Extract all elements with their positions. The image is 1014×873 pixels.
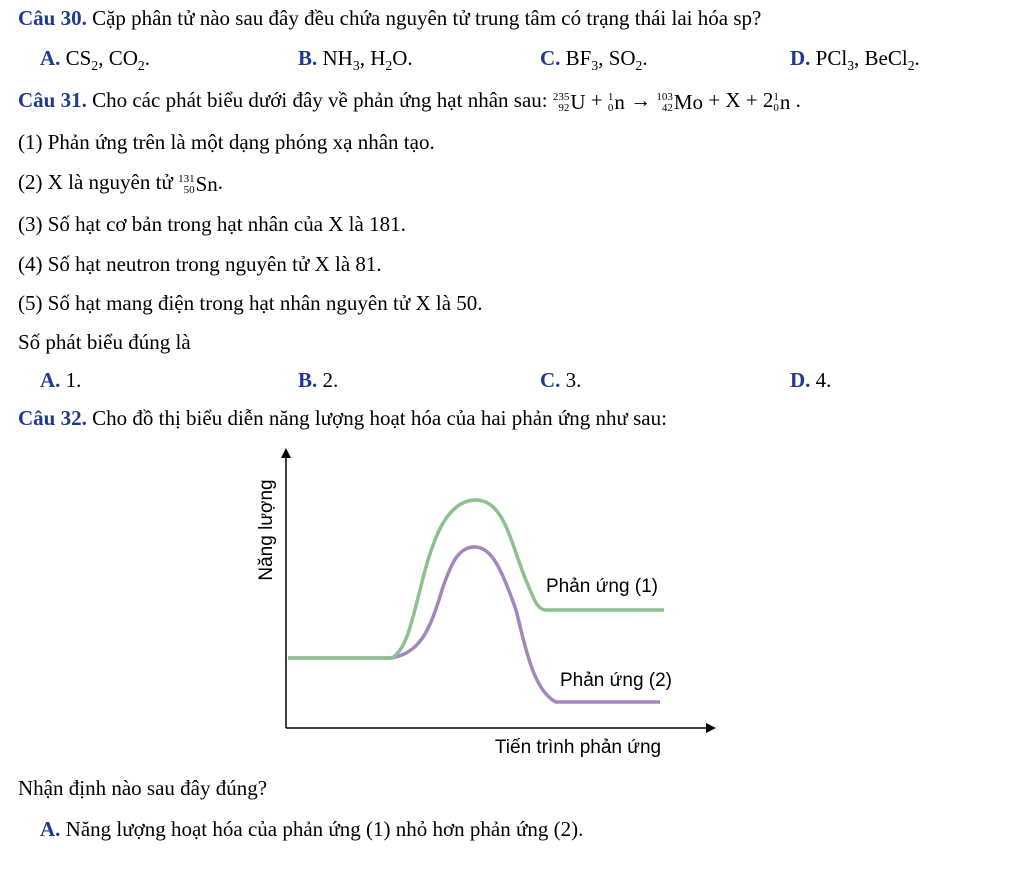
option-text: 4. bbox=[810, 368, 832, 392]
statement-2 bbox=[18, 168, 223, 198]
question-31-number: Câu 31. bbox=[18, 88, 87, 112]
mass-number: 103 bbox=[656, 91, 673, 104]
energy-diagram bbox=[220, 440, 720, 770]
option-text: . bbox=[914, 46, 920, 70]
option-text: BF bbox=[565, 46, 592, 70]
subscript: 2 bbox=[907, 58, 915, 74]
option-label: D. bbox=[790, 46, 811, 70]
subscript: 2 bbox=[91, 58, 99, 74]
nuclide-n bbox=[608, 88, 625, 116]
period: . bbox=[795, 88, 801, 112]
statement-2-text: (2) X là nguyên tử bbox=[18, 170, 173, 194]
option-label: B. bbox=[298, 46, 318, 70]
question-32 bbox=[18, 404, 667, 432]
q30-option-a[interactable] bbox=[40, 44, 150, 80]
statement-1: (1) Phản ứng trên là một dạng phóng xạ nhân tạo. bbox=[18, 130, 435, 154]
statement-3: (3) Số hạt cơ bản trong hạt nhân của X là 181. bbox=[18, 212, 406, 236]
q30-option-b[interactable] bbox=[298, 44, 413, 80]
reaction-arrow: → bbox=[630, 88, 652, 112]
x-axis-label: Tiến trình phản ứng bbox=[494, 737, 662, 758]
atomic-number: 92 bbox=[558, 102, 570, 115]
q31-option-b[interactable] bbox=[298, 366, 338, 394]
question-32-text: Cho đồ thị biểu diễn năng lượng hoạt hóa của hai phản ứng như sau: bbox=[92, 406, 667, 430]
option-text: Năng lượng hoạt hóa của phản ứng (1) nhỏ hơn phản ứng (2). bbox=[60, 817, 584, 841]
option-text: 3. bbox=[560, 368, 582, 392]
option-label: B. bbox=[298, 368, 318, 392]
option-label: A. bbox=[40, 368, 61, 392]
plus-sign: + bbox=[590, 88, 603, 112]
atomic-number: 0 bbox=[607, 102, 614, 115]
series-reaction-1-label: Phản ứng (1) bbox=[546, 576, 659, 597]
option-text: . bbox=[144, 46, 150, 70]
option-label: A. bbox=[40, 817, 61, 841]
mass-number: 1 bbox=[773, 91, 779, 104]
option-text: . bbox=[642, 46, 648, 70]
mass-number: 131 bbox=[178, 173, 195, 186]
symbol: U bbox=[570, 90, 586, 115]
option-text: , CO bbox=[98, 46, 138, 70]
subscript: 3 bbox=[352, 58, 360, 74]
question-31 bbox=[18, 86, 801, 116]
option-text: O. bbox=[392, 46, 413, 70]
series-reaction-2-label: Phản ứng (2) bbox=[560, 670, 673, 691]
nuclide-mo bbox=[656, 88, 703, 116]
y-axis-label: Năng lượng bbox=[256, 479, 277, 581]
symbol: n bbox=[614, 90, 625, 115]
atomic-number: 0 bbox=[773, 102, 779, 115]
q30-option-c[interactable] bbox=[540, 44, 648, 80]
plus-x-term: + X + 2 bbox=[708, 88, 774, 112]
symbol: Mo bbox=[673, 90, 704, 115]
nuclide-sn bbox=[178, 170, 218, 198]
option-label: C. bbox=[540, 46, 561, 70]
subscript: 2 bbox=[137, 58, 145, 74]
atomic-number: 42 bbox=[661, 102, 673, 115]
nuclear-equation bbox=[552, 88, 801, 115]
question-31-prompt: Số phát biểu đúng là bbox=[18, 330, 191, 354]
option-text: , BeCl bbox=[854, 46, 908, 70]
nuclide-u bbox=[553, 88, 586, 116]
option-label: D. bbox=[790, 368, 811, 392]
mass-number: 1 bbox=[607, 91, 614, 104]
option-text: , H bbox=[359, 46, 386, 70]
option-label: A. bbox=[40, 46, 61, 70]
nuclide-n2 bbox=[773, 88, 790, 116]
statement-4: (4) Số hạt neutron trong nguyên tử X là 81. bbox=[18, 252, 382, 276]
atomic-number: 50 bbox=[183, 184, 195, 197]
option-text: NH bbox=[322, 46, 353, 70]
option-text: , SO bbox=[598, 46, 636, 70]
question-32-prompt: Nhận định nào sau đây đúng? bbox=[18, 776, 268, 800]
question-32-number: Câu 32. bbox=[18, 406, 87, 430]
q32-option-a[interactable] bbox=[40, 815, 583, 843]
symbol: n bbox=[779, 90, 791, 115]
q30-option-d[interactable] bbox=[790, 44, 920, 80]
option-text: PCl bbox=[815, 46, 848, 70]
subscript: 2 bbox=[385, 58, 393, 74]
symbol: Sn bbox=[195, 172, 218, 197]
question-30 bbox=[18, 4, 761, 32]
subscript: 3 bbox=[591, 58, 599, 74]
subscript: 3 bbox=[847, 58, 855, 74]
option-text: 2. bbox=[317, 368, 339, 392]
period: . bbox=[217, 170, 224, 194]
subscript: 2 bbox=[635, 58, 643, 74]
question-30-text: Cặp phân tử nào sau đây đều chứa nguyên tử trung tâm có trạng thái lai hóa sp? bbox=[92, 6, 762, 30]
q31-option-c[interactable] bbox=[540, 366, 581, 394]
q31-option-d[interactable] bbox=[790, 366, 831, 394]
statement-5: (5) Số hạt mang điện trong hạt nhân nguyên tử X là 50. bbox=[18, 291, 483, 315]
option-text: 1. bbox=[60, 368, 82, 392]
option-label: C. bbox=[540, 368, 561, 392]
q31-option-a[interactable] bbox=[40, 366, 81, 394]
question-31-text: Cho các phát biểu dưới đây về phản ứng hạt nhân sau: bbox=[92, 88, 548, 112]
option-text: CS bbox=[65, 46, 92, 70]
question-30-number: Câu 30. bbox=[18, 6, 87, 30]
mass-number: 235 bbox=[552, 91, 570, 104]
